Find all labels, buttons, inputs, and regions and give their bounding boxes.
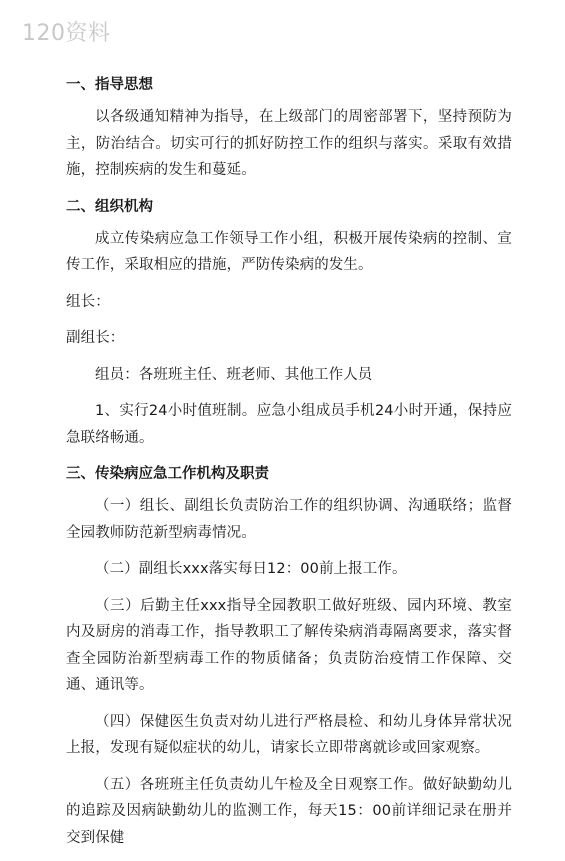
section-heading-organization: 二、组织机构 [66, 198, 153, 215]
paragraph-guiding-ideology: 以各级通知精神为指导，在上级部门的周密部署下，坚持预防为主，防治结合。切实可行的抓好防控工作的组织与落实。采取有效措施，控制疾病的发生和蔓延。 [66, 109, 512, 178]
duty-item: 1、实行24小时值班制。应急小组成员手机24小时开通，保持应急联络畅通。 [66, 403, 512, 446]
paragraph-organization: 成立传染病应急工作领导工作小组，积极开展传染病的控制、宣传工作，采取相应的措施，严防传染病的发生。 [66, 230, 512, 273]
deputy-leader-label: 副组长： [66, 330, 125, 346]
section-heading-responsibilities: 三、传染病应急工作机构及职责 [66, 466, 269, 482]
responsibility-item: （五）各班班主任负责幼儿午检及全日观察工作。做好缺勤幼儿的追踪及因病缺勤幼儿的监测工作，每天15：00前详细记录在册并交到保健 [66, 776, 512, 846]
leader-label: 组长： [66, 293, 110, 310]
document-body [66, 72, 512, 861]
responsibility-item: （三）后勤主任xxx指导全园教职工做好班级、园内环境、教室内及厨房的消毒工作，指导教职工了解传染病消毒隔离要求，落实督查全园防治新型病毒工作的物质储备；负责防治疫情工作保障、交通、通讯等。 [66, 597, 512, 693]
section-heading-guiding-ideology: 一、指导思想 [66, 77, 153, 93]
members-line: 组员：各班班主任、班老师、其他工作人员 [95, 366, 373, 383]
responsibility-item: （二）副组长xxx落实每日12：00前上报工作。 [95, 561, 407, 577]
watermark-logo: 120资料 [22, 21, 111, 46]
responsibility-item: （四）保健医生负责对幼儿进行严格晨检、和幼儿身体异常状况上报，发现有疑似症状的幼儿，请家长立即带离就诊或回家观察。 [66, 713, 512, 756]
responsibility-item: （一）组长、副组长负责防治工作的组织协调、沟通联络；监督全园教师防范新型病毒情况。 [66, 498, 512, 541]
